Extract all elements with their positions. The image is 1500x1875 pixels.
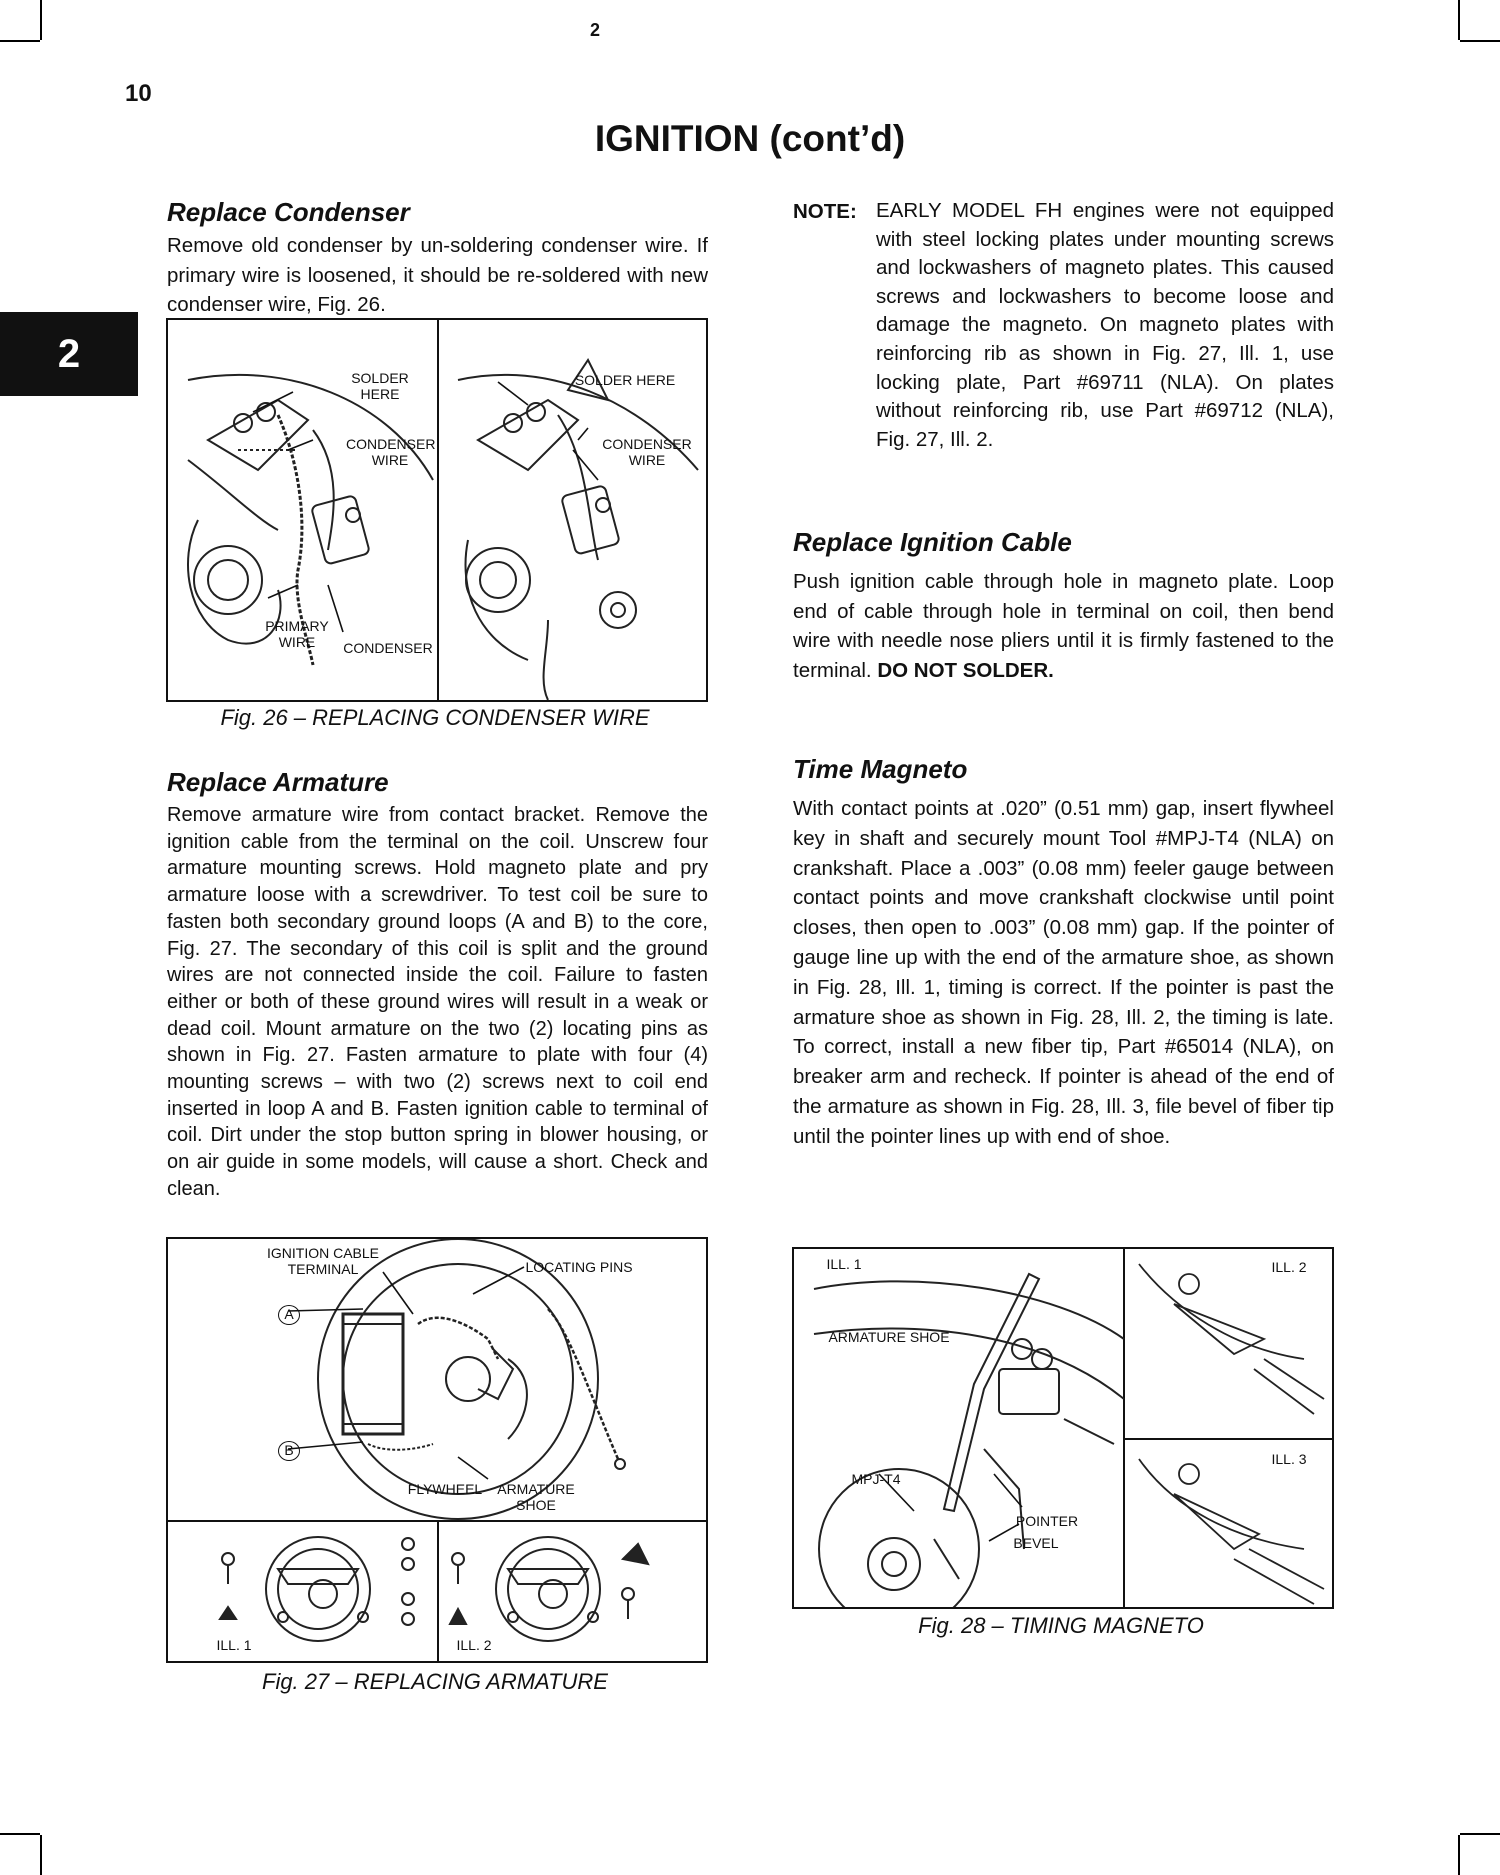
heading-replace-ignition-cable: Replace Ignition Cable [793,527,1072,557]
heading-replace-armature: Replace Armature [167,767,389,797]
figure-28 [792,1247,1334,1609]
crop-mark [1460,1833,1500,1835]
label-condenser-wire-2: CONDENSER WIRE [602,436,692,468]
crop-mark [0,1833,40,1835]
label-armature-shoe-27: ARMATURE SHOE [497,1481,575,1513]
label-a: A [278,1305,300,1325]
fig28-illustration [794,1249,1332,1607]
caption-fig27: Fig. 27 – REPLACING ARMATURE [262,1669,608,1694]
label-solder-here-1: SOLDER HERE [351,370,409,402]
chapter-tab: 2 [0,312,138,396]
note-text: EARLY MODEL FH engines were not equipped with steel locking plates under mounting screws and lockwashers of magneto plates. This caused screws and lockwashers to become loose and damage the magneto. On magneto plates with reinforcing rib as shown in Fig. 27, Ill. 1, use locking plate, Part #69711 (NLA). On plates without reinforcing rib, use Part #69712 (NLA), Fig. 27, Ill. 2. [876,199,1334,451]
paragraph-replace-armature: Remove armature wire from contact bracket. Remove the ignition cable from the terminal on the coil. Unscrew four armature mounting screws. Hold magneto plate and pry armature loose with a screwdriver. To test coil be sure to fasten both secondary ground loops (A and B) to the core, Fig. 27. The secondary of this coil is split and the ground wires are not connected inside the coil. Failure to fasten either or both of these ground wires will result in a weak or dead coil. Mount armature on the two (2) locating pins as shown in Fig. 27. Fasten armature to plate with four (4) mounting screws – with two (2) screws next to coil end inserted in loop A and B. Fasten ignition cable to terminal of coil. Dirt under the stop button spring in blower housing, or on air guide in some models, will cause a short. Check and clean. [167,804,708,1200]
caption-fig28: Fig. 28 – TIMING MAGNETO [918,1613,1204,1638]
label-ill1-28: ILL. 1 [826,1256,862,1272]
paragraph-replace-ignition-cable [793,567,1334,685]
crop-mark [1460,40,1500,42]
label-primary-wire: PRIMARY WIRE [265,618,329,650]
fig27-illustration [168,1239,706,1661]
heading-replace-condenser: Replace Condenser [167,197,410,227]
label-locating-pins: LOCATING PINS [525,1259,633,1275]
label-bevel: BEVEL [1013,1535,1059,1551]
label-ill1-27: ILL. 1 [216,1637,252,1653]
heading-time-magneto: Time Magneto [793,754,968,784]
ignition-cable-text: Push ignition cable through hole in magneto plate. Loop end of cable through hole in terminal on coil, then bend wire with needle nose pliers until it is firmly fastened to the terminal. [793,570,1334,682]
label-armature-shoe-28: ARMATURE SHOE [828,1329,950,1345]
figure-27 [166,1237,708,1663]
label-pointer: POINTER [1015,1513,1079,1529]
paragraph-time-magneto: With contact points at .020” (0.51 mm) gap, insert flywheel key in shaft and securely mount Tool #MPJ-T4 (NLA) on crankshaft. Place a .003” (0.08 mm) feeler gauge between contact points and move crankshaft clockwise until point closes, then open to .003” (0.08 mm) gap. If the pointer of gauge line up with the end of the armature shoe, as shown in Fig. 28, Ill. 1, timing is correct. If the pointer is past the armature shoe as shown in Fig. 28, Ill. 2, the timing is late. To correct, install a new fiber tip, Part #65014 (NLA), on breaker arm and recheck. If pointer is ahead of the end of the armature as shown in Fig. 28, Ill. 3, file bevel of fiber tip until the pointer lines up with end of shoe. [793,797,1334,1148]
crop-mark [0,40,40,42]
crop-mark [1458,0,1460,40]
caption-fig26: Fig. 26 – REPLACING CONDENSER WIRE [220,705,650,730]
crop-mark [40,1835,42,1875]
do-not-solder-warning: DO NOT SOLDER. [877,658,1054,682]
label-ill3-28: ILL. 3 [1271,1451,1307,1467]
label-ignition-cable-terminal: IGNITION CABLE TERMINAL [266,1245,380,1277]
crop-mark [40,0,42,40]
label-condenser-wire-1: CONDENSER WIRE [346,436,436,468]
label-condenser: CONDENSER [343,640,433,656]
label-mpj-t4: MPJ-T4 [851,1471,901,1487]
page-number: 10 [125,80,152,107]
paragraph-replace-condenser: Remove old condenser by un-soldering condenser wire. If primary wire is loosened, it should be re-soldered with new condenser wire, Fig. 26. [167,234,708,316]
label-flywheel: FLYWHEEL [407,1481,483,1497]
section-number: 2 [590,20,601,40]
figure-26 [166,318,708,702]
page-title: IGNITION (cont’d) [594,118,906,159]
label-b: B [278,1441,300,1461]
label-solder-here-2: SOLDER HERE [574,372,676,388]
label-ill2-27: ILL. 2 [456,1637,492,1653]
crop-mark [1458,1835,1460,1875]
note-label: NOTE: [793,200,857,223]
label-ill2-28: ILL. 2 [1271,1259,1307,1275]
